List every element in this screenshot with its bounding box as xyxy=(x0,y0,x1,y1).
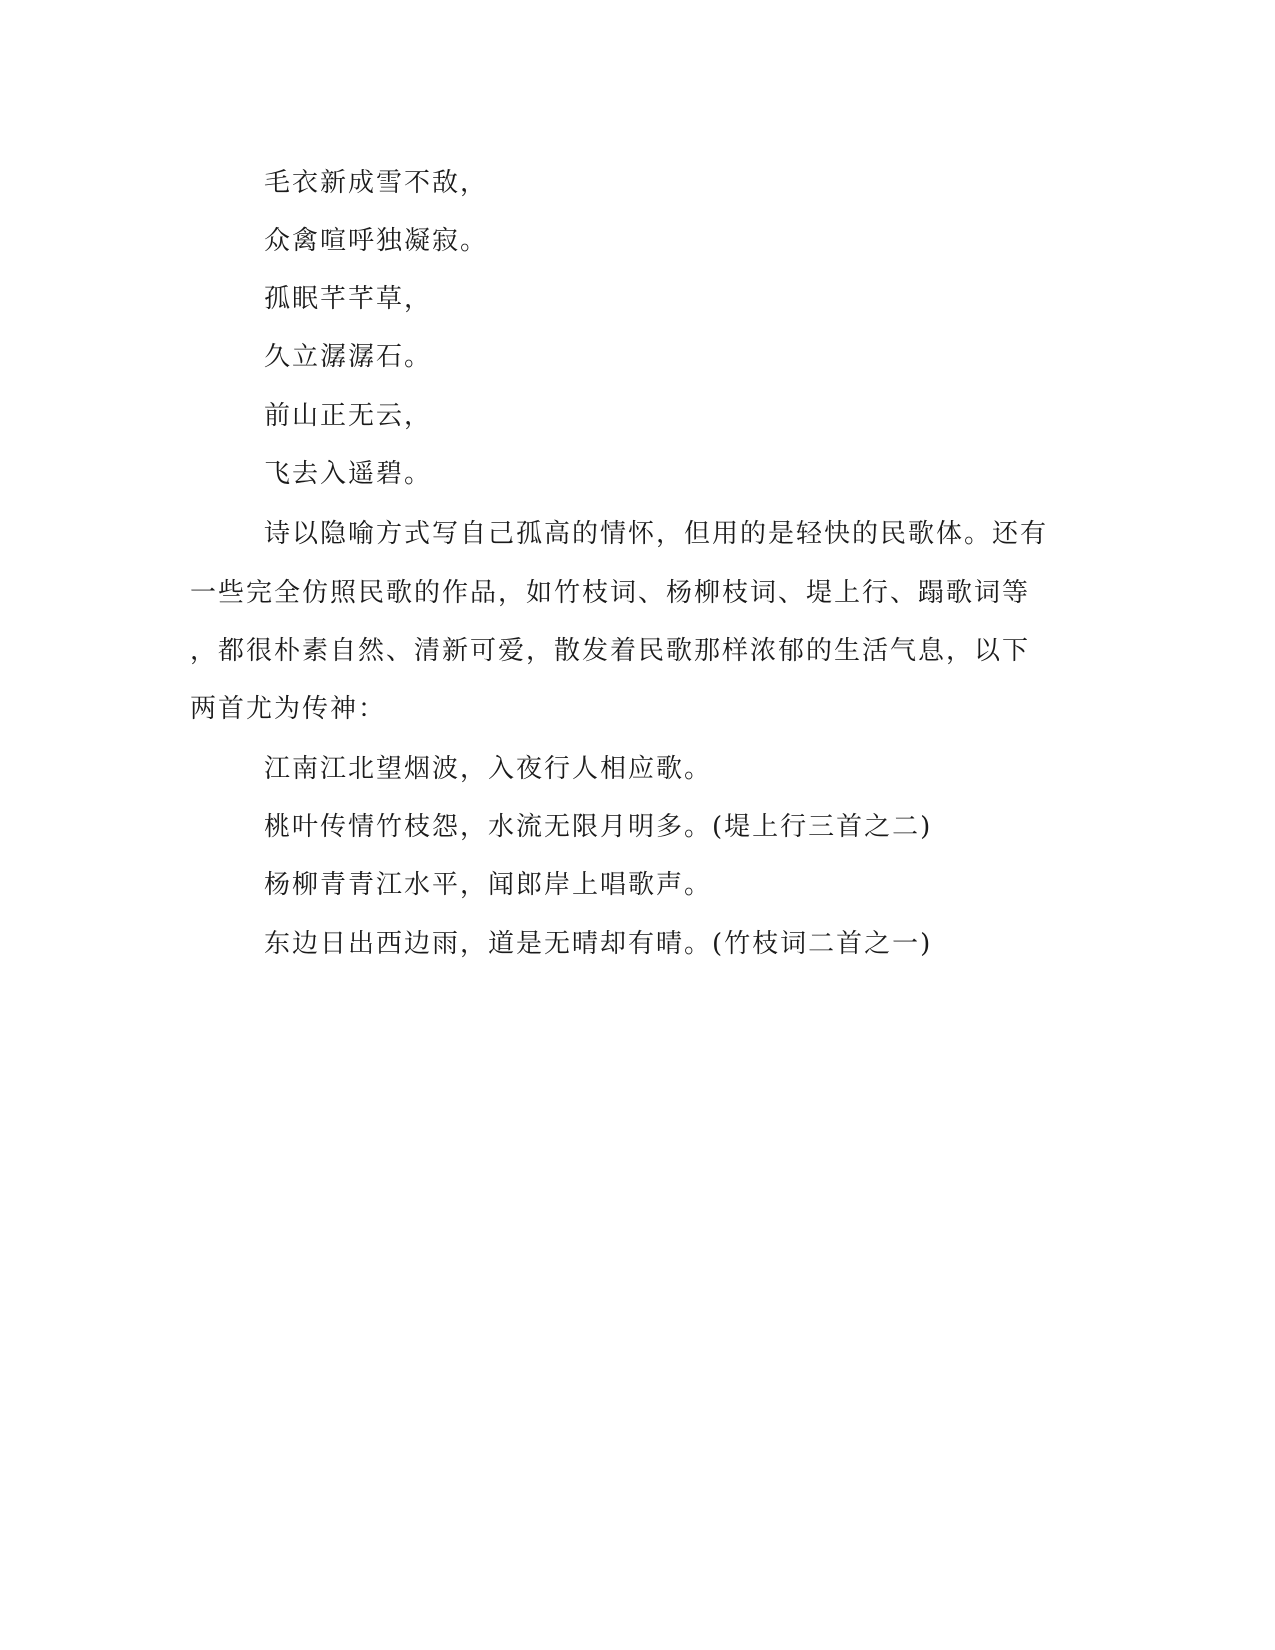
paragraph-line: ，都很朴素自然、清新可爱，散发着民歌那样浓郁的生活气息，以下 xyxy=(190,636,1031,666)
quote-line: 江南江北望烟波，入夜行人相应歌。 xyxy=(264,754,713,784)
poem-line: 前山正无云， xyxy=(264,401,433,431)
poem-line: 毛衣新成雪不敌， xyxy=(264,168,489,198)
poem-line: 飞去入遥碧。 xyxy=(264,459,433,489)
quote-line: 东边日出西边雨，道是无晴却有晴。(竹枝词二首之一) xyxy=(264,929,933,959)
paragraph-line: 两首尤为传神： xyxy=(190,694,387,724)
paragraph-line: 一些完全仿照民歌的作品，如竹枝词、杨柳枝词、堤上行、蹋歌词等 xyxy=(190,578,1031,608)
quote-line: 桃叶传情竹枝怨，水流无限月明多。(堤上行三首之二) xyxy=(264,812,933,842)
quote-line: 杨柳青青江水平，闻郎岸上唱歌声。 xyxy=(264,870,713,900)
poem-line: 孤眠芊芊草， xyxy=(264,284,433,314)
poem-line: 久立潺潺石。 xyxy=(264,342,433,372)
poem-line: 众禽喧呼独凝寂。 xyxy=(264,226,489,256)
paragraph-line: 诗以隐喻方式写自己孤高的情怀，但用的是轻快的民歌体。还有 xyxy=(264,519,1049,549)
